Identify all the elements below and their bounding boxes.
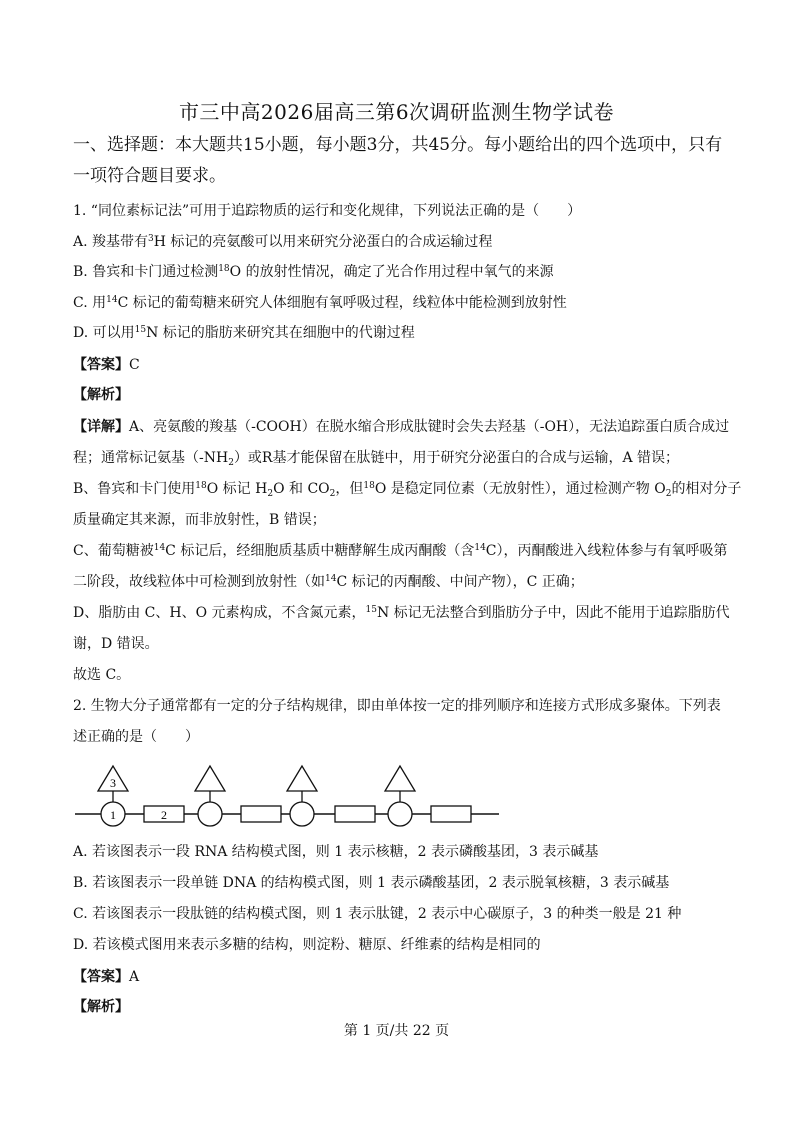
q2-option-d: D. 若该模式图用来表示多糖的结构，则淀粉、糖原、纤维素的结构是相同的	[73, 937, 541, 953]
q1-detail-d-line1: D、脂肪由 C、H、O 元素构成，不含氮元素，$^{15}$N 标记无法整合到脂肪分子中，因此不能用于追踪脂肪代	[73, 605, 730, 621]
q1-detail-a-line1: 【详解】A、亮氨酸的羧基（-COOH）在脱水缩合形成肽键时会失去羟基（-OH），无法追踪蛋白质合成过	[73, 419, 730, 435]
q1-option-d: D. 可以用$^{15}$N 标记的脂肪来研究其在细胞中的代谢过程	[73, 325, 415, 341]
q1-detail-d-line2: 谢，D 错误。	[73, 636, 159, 652]
circle-label: 1	[110, 808, 116, 822]
q1-option-b: B. 鲁宾和卡门通过检测$^{18}$O 的放射性情况，确定了光合作用过程中氧气的来源	[73, 264, 554, 280]
triangle	[287, 766, 317, 791]
answer-value: C	[129, 357, 140, 373]
q2-option-c: C. 若该图表示一段肽链的结构模式图，则 1 表示肽键，2 表示中心碳原子，3 的种类一般是 21 种	[73, 906, 682, 922]
q1-detail-b-line1: B、鲁宾和卡门使用$^{18}$O 标记 $H_2O$ 和 $CO_2$，但$^{18}$O 是稳定同位素（无放射性），通过检测产物 $O_2$的相对分子	[73, 481, 742, 499]
q2-stem-line1: 2. 生物大分子通常都有一定的分子结构规律，即由单体按一定的排列顺序和连接方式形成多聚体。下列表	[73, 698, 721, 714]
triangle	[195, 766, 225, 791]
answer-value: A	[129, 969, 140, 985]
exam-title: 市三中高2026届高三第6次调研监测生物学试卷	[178, 100, 615, 124]
q1-analysis-label: 【解析】	[73, 387, 129, 403]
q2-option-b: B. 若该图表示一段单链 DNA 的结构模式图，则 1 表示磷酸基团，2 表示脱氧核糖，3 表示碱基	[73, 875, 670, 891]
section-heading: 一、选择题：本大题共15小题，每小题3分，共45分。每小题给出的四个选项中，只有一项符合题目要求。	[73, 135, 723, 186]
rectangle	[241, 806, 281, 822]
q1-option-c: C. 用$^{14}$C 标记的葡萄糖来研究人体细胞有氧呼吸过程，线粒体中能检测到放射性	[73, 295, 567, 311]
circle	[198, 802, 222, 826]
q2-answer	[73, 966, 139, 986]
q1-detail-a-line2: 程；通常标记氨基$(-NH_2)$或R基才能保留在肽链中，用于研究分泌蛋白的合成与运输，A 错误；	[73, 450, 680, 468]
answer-label: 【答案】	[73, 357, 129, 373]
triangle	[385, 766, 415, 791]
q1-stem: 1. “同位素标记法”可用于追踪物质的运行和变化规律，下列说法正确的是（ ）	[73, 203, 582, 219]
rectangle	[431, 806, 471, 822]
q1-detail-c-line1: C、葡萄糖被$^{14}$C 标记后，经细胞质基质中糖酵解生成丙酮酸（含$^{14}$C），丙酮酸进入线粒体参与有氧呼吸第	[73, 543, 728, 559]
q1-answer	[73, 354, 140, 374]
q1-detail-b-line2: 质量确定其来源，而非放射性，B 错误；	[73, 512, 326, 528]
circle	[388, 802, 412, 826]
q2-analysis-label: 【解析】	[73, 999, 129, 1015]
q2-stem-line2: 述正确的是（ ）	[73, 729, 199, 745]
monomer-chain-diagram	[73, 758, 513, 830]
q1-detail-c-line2: 二阶段，故线粒体中可检测到放射性（如$^{14}$C 标记的丙酮酸、中间产物），C 正确；	[73, 574, 584, 590]
q2-option-a: A. 若该图表示一段 RNA 结构模式图，则 1 表示核糖，2 表示磷酸基团，3 表示碱基	[73, 844, 599, 860]
q1-conclusion: 故选 C。	[73, 667, 131, 683]
triangle-label: 3	[110, 776, 116, 790]
page-footer: 第 1 页/共 22 页	[343, 1023, 450, 1039]
circle	[290, 802, 314, 826]
q1-option-a: A. 羧基带有$^3$H 标记的亮氨酸可以用来研究分泌蛋白的合成运输过程	[73, 234, 493, 250]
answer-label: 【答案】	[73, 969, 129, 985]
rectangle-label: 2	[161, 808, 167, 822]
detail-label: 【详解】	[73, 419, 129, 435]
rectangle	[335, 806, 375, 822]
